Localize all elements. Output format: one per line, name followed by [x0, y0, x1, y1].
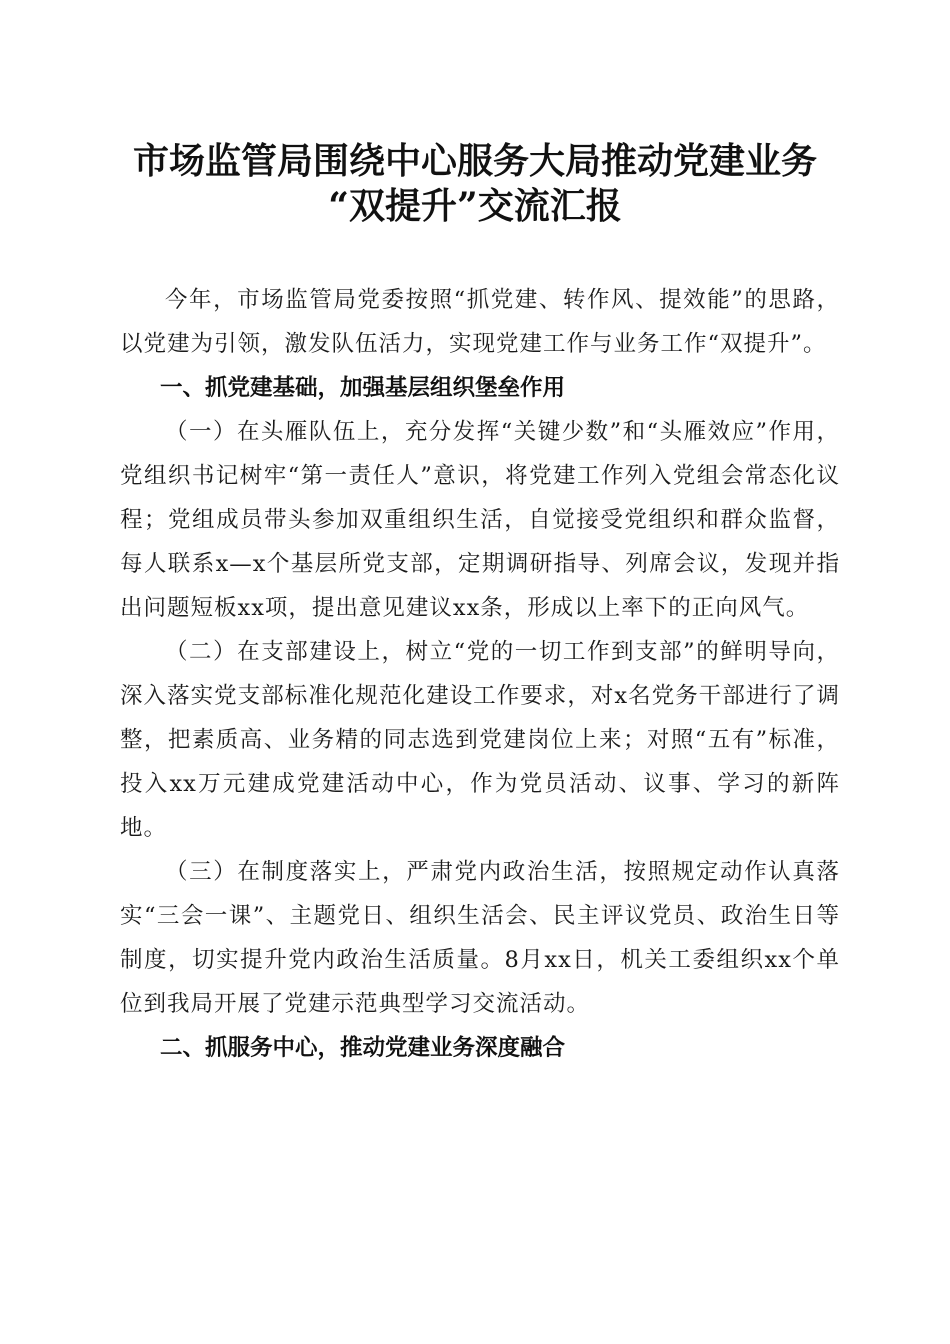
document-title-line2: “双提升”交流汇报 [328, 185, 622, 227]
section1-paragraph-2: （二）在支部建设上，树立“党的一切工作到支部”的鲜明导向，深入落实党支部标准化规范化建设工作要求，对x名党务干部进行了调整，把素质高、业务精的同志选到党建岗位上来；对照“五有”标准，投入xx万元建成党建活动中心，作为党员活动、议事、学习的新阵地。 [120, 639, 840, 841]
section1-paragraph-3: （三）在制度落实上，严肃党内政治生活，按照规定动作认真落实“三会一课”、主题党日、组织生活会、民主评议党员、政治生日等制度，切实提升党内政治生活质量。8月xx日，机关工委组织xx个单位到我局开展了党建示范典型学习交流活动。 [120, 859, 840, 1017]
section1-paragraph-1: （一）在头雁队伍上，充分发挥“关键少数”和“头雁效应”作用，党组织书记树牢“第一责任人”意识，将党建工作列入党组会常态化议程；党组成员带头参加双重组织生活，自觉接受党组织和群众监督，每人联系x—x个基层所党支部，定期调研指导、列席会议，发现并指出问题短板xx项，提出意见建议xx条，形成以上率下的正向风气。 [120, 419, 840, 621]
document-title-line1: 市场监管局围绕中心服务大局推动党建业务 [132, 140, 817, 182]
section1-heading: 一、抓党建基础，加强基层组织堡垒作用 [160, 375, 566, 401]
document-body [120, 278, 840, 1070]
section2-heading: 二、抓服务中心，推动党建业务深度融合 [160, 1035, 566, 1061]
intro-paragraph: 今年，市场监管局党委按照“抓党建、转作风、提效能”的思路，以党建为引领，激发队伍活力，实现党建工作与业务工作“双提升”。 [120, 287, 840, 357]
